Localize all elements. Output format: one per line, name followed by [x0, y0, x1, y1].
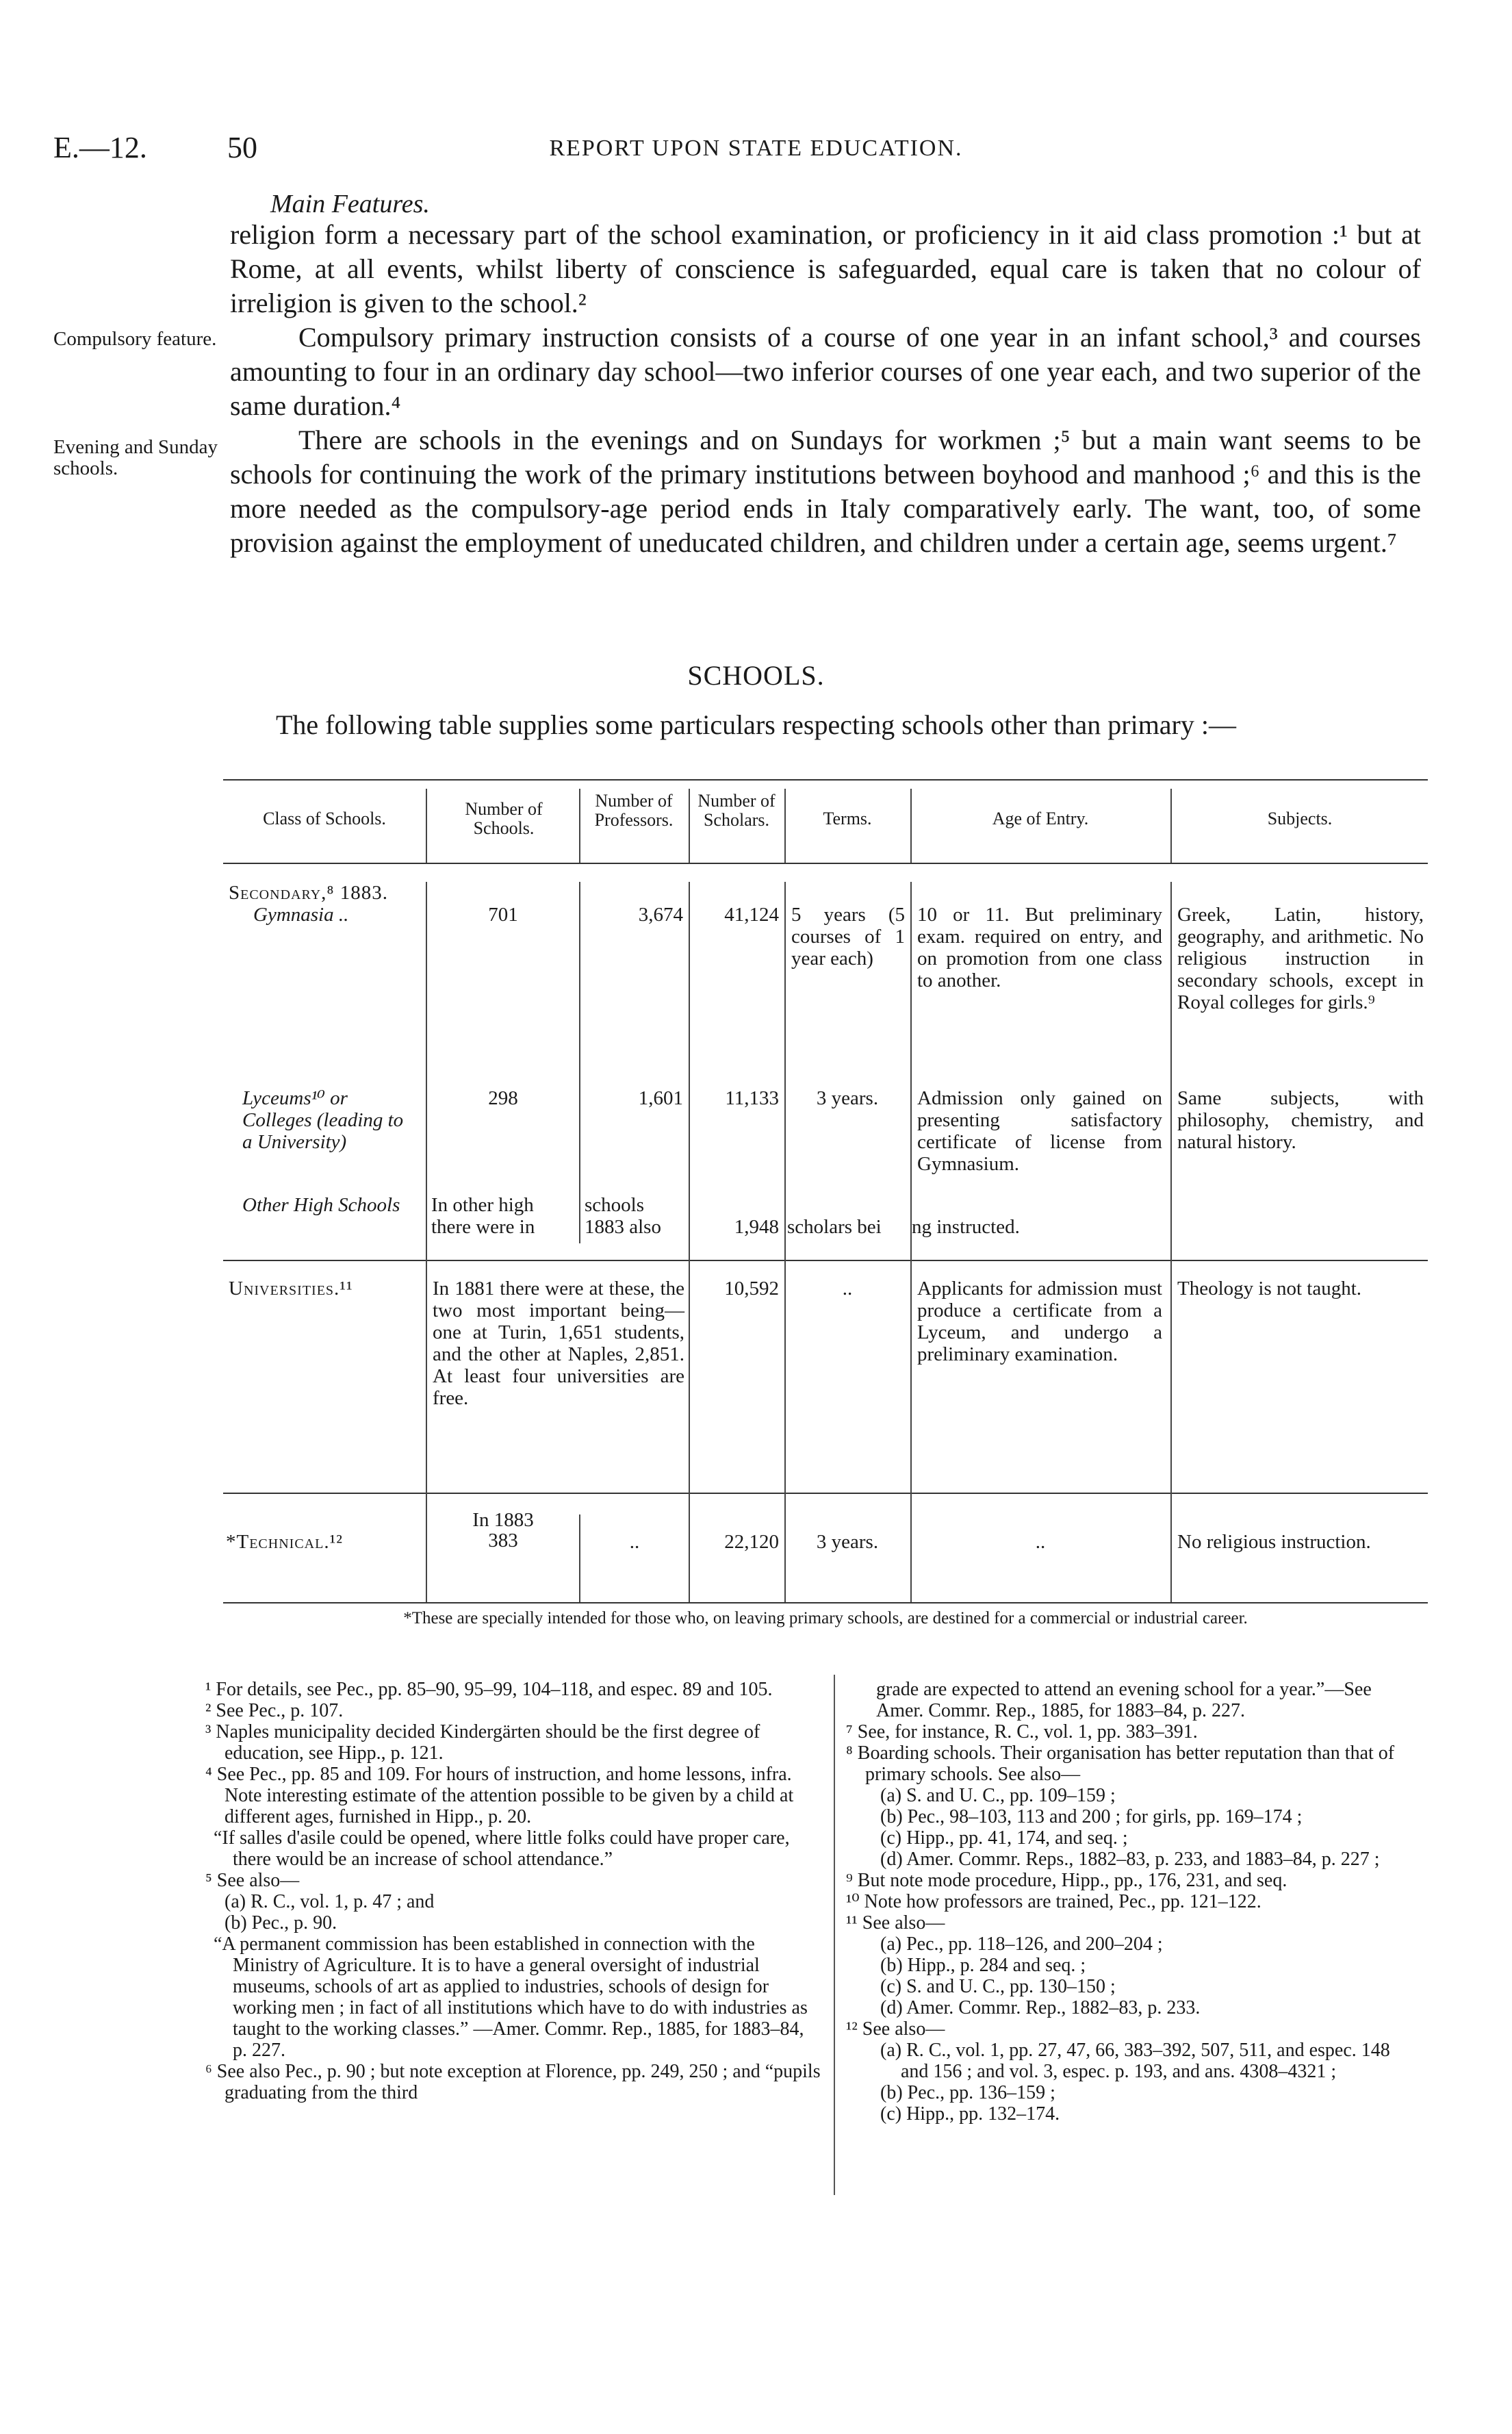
row-other-high-label: Other High Schools [242, 1194, 400, 1216]
row-other-high-terms: scholars bei [787, 1216, 882, 1238]
header-num-scholars: Number of Scholars. [697, 791, 776, 830]
header-num-schools: Number of Schools. [465, 799, 543, 838]
footnote-3: ³ Naples municipality decided Kindergärten should be the first degree of education, see Hipp., p. 121. [205, 1721, 760, 1764]
footnote-8d: (d) Amer. Commr. Reps., 1882–83, p. 233, and 1883–84, p. 227 ; [880, 1849, 1380, 1870]
row-technical-terms: 3 years. [816, 1531, 879, 1553]
footnote-11d: (d) Amer. Commr. Rep., 1882–83, p. 233. [880, 1997, 1201, 2018]
row-lyceums-subjects: Same subjects, with philosophy, chemistry, and natural history. [1177, 1087, 1424, 1153]
table-col-rule [910, 882, 912, 1602]
row-universities-scholars: 10,592 [724, 1278, 779, 1300]
footnote-12b: (b) Pec., pp. 136–159 ; [880, 2082, 1055, 2103]
running-title: REPORT UPON STATE EDUCATION. [549, 136, 963, 161]
row-universities-terms: .. [842, 1278, 853, 1300]
row-secondary-label: Secondary,⁸ 1883. [229, 882, 388, 904]
footnote-1: ¹ For details, see Pec., pp. 85–90, 95–99, 104–118, and espec. 89 and 105. [205, 1679, 773, 1700]
footnote-4: ⁴ See Pec., pp. 85 and 109. For hours of instruction, and home lessons, infra. Note interesting estimate of the attention possible to be given by a child at different ages, furnished in Hipp., p. 20. [205, 1764, 794, 1827]
table-rule-header [223, 863, 1428, 864]
row-universities-age: Applicants for admission must produce a certificate from a Lyceum, and undergo a preliminary examination. [917, 1278, 1162, 1365]
footnote-6: ⁶ See also Pec., p. 90 ; but note exception at Florence, pp. 249, 250 ; and “pupils graduating from the third [205, 2061, 821, 2103]
document-code: E.—12. [53, 131, 147, 164]
footnote-8a: (a) S. and U. C., pp. 109–159 ; [880, 1785, 1116, 1806]
row-technical-age: .. [1035, 1531, 1046, 1553]
footnote-8c: (c) Hipp., pp. 41, 174, and seq. ; [880, 1827, 1128, 1849]
row-lyceums-terms: 3 years. [816, 1087, 879, 1109]
schools-table [223, 779, 1428, 1628]
row-other-high-professors: schools 1883 also [585, 1194, 661, 1238]
footnote-12c: (c) Hipp., pp. 132–174. [880, 2103, 1060, 2125]
row-lyceums-age: Admission only gained on presenting satisfactory certificate of license from Gymnasium. [917, 1087, 1162, 1175]
row-secondary-age: 10 or 11. But preliminary exam. required on entry, and on promotion from one class to another. [917, 904, 1162, 991]
row-technical-schools: 383 [488, 1530, 518, 1551]
body-paragraph-2: Compulsory primary instruction consists of a course of one year in an infant school,³ and courses amounting to four in an ordinary day school—two inferior courses of one year each, and two superior of the same duration.⁴ [230, 322, 1421, 421]
row-technical-label: *Technical.¹² [226, 1531, 343, 1553]
row-lyceums-schools: 298 [488, 1087, 518, 1109]
row-lyceums-label: Lyceums¹⁰ or Colleges (leading to a University) [242, 1087, 404, 1153]
row-technical-schools-year: In 1883 [472, 1509, 534, 1531]
footnote-12a: (a) R. C., vol. 1, pp. 27, 47, 66, 383–392, 507, 511, and espec. 148 and 156 ; and vol. 3, espec. p. 193, and ans. 4308–4321 ; [880, 2040, 1390, 2082]
row-secondary-scholars: 41,124 [724, 904, 779, 926]
row-secondary-professors: 3,674 [638, 904, 683, 926]
footnote-8b: (b) Pec., 98–103, 113 and 200 ; for girls, pp. 169–174 ; [880, 1806, 1303, 1827]
footnote-5: ⁵ See also— [205, 1870, 300, 1891]
body-paragraph-1: religion form a necessary part of the school examination, or proficiency in it aid class promotion :¹ but at Rome, at all events, whilst liberty of conscience is safeguarded, equal care is taken that no colour of irreligion is given to the school.² [230, 219, 1421, 318]
row-other-high-scholars: 1,948 [734, 1216, 779, 1238]
header-terms: Terms. [823, 809, 872, 828]
row-universities-label: Universities.¹¹ [229, 1278, 353, 1300]
body-paragraph-3: There are schools in the evenings and on Sundays for workmen ;⁵ but a main want seems to be schools for continuing the work of the primary institutions between boyhood and manhood ;⁶ and this is the more needed as the compulsory-age period ends in Italy comparatively early. The want, too, of some provision against the employment of uneducated children, and children under a certain age, seems urgent.⁷ [230, 424, 1421, 558]
table-col-rule [784, 882, 786, 1602]
header-subjects: Subjects. [1267, 809, 1333, 828]
row-universities-subjects: Theology is not taught. [1177, 1278, 1362, 1300]
footnote-5b: (b) Pec., p. 90. [225, 1912, 337, 1934]
footnote-11c: (c) S. and U. C., pp. 130–150 ; [880, 1976, 1116, 1997]
footnotes-left [205, 1679, 821, 2103]
header-age: Age of Entry. [992, 809, 1089, 828]
footnote-11b: (b) Hipp., p. 284 and seq. ; [880, 1955, 1086, 1976]
table-rule-bottom [223, 1602, 1428, 1603]
footnote-5a: (a) R. C., vol. 1, p. 47 ; and [225, 1891, 435, 1912]
footnote-2: ² See Pec., p. 107. [205, 1700, 344, 1721]
row-secondary-terms: 5 years (5 courses of 1 year each) [791, 904, 905, 969]
row-secondary-schools: 701 [488, 904, 518, 926]
footnote-column-divider [834, 1675, 835, 2195]
row-other-high-age: ng instructed. [912, 1216, 1020, 1238]
table-col-rule [426, 789, 427, 863]
footnote-11a: (a) Pec., pp. 118–126, and 200–204 ; [880, 1934, 1163, 1955]
footnote-9: ⁹ But note mode procedure, Hipp., pp., 176, 231, and seq. [846, 1870, 1287, 1891]
footnote-10: ¹⁰ Note how professors are trained, Pec., pp. 121–122. [846, 1891, 1261, 1912]
row-technical-professors: .. [629, 1531, 640, 1553]
row-technical-scholars: 22,120 [724, 1531, 779, 1553]
table-col-rule [579, 882, 580, 1243]
table-col-rule [426, 882, 427, 1602]
footnote-7: ⁷ See, for instance, R. C., vol. 1, pp. 383–391. [846, 1721, 1198, 1742]
table-rule-universities-end [223, 1493, 1428, 1494]
table-col-rule [689, 882, 690, 1602]
row-lyceums-professors: 1,601 [638, 1087, 683, 1109]
row-secondary-subjects: Greek, Latin, history, geography, and arithmetic. No religious instruction in secondary schools, except in Royal colleges for girls.⁹ [1177, 904, 1424, 1013]
table-col-rule [1170, 882, 1172, 1602]
table-note: *These are specially intended for those who, on leaving primary schools, are destined for a commercial or industrial career. [403, 1609, 1248, 1627]
row-secondary-sublabel: Gymnasia .. [253, 904, 349, 926]
row-technical-subjects: No religious instruction. [1177, 1531, 1371, 1553]
footnote-5-quote: “A permanent commission has been established in connection with the Ministry of Agriculture. It is to have a general oversight of industrial museums, schools of art as applied to industries, schools of design for working men ; in fact of all institutions which have to do with industries as taught to the working classes.” —Amer. Commr. Rep., 1885, for 1883–84, p. 227. [214, 1934, 808, 2061]
header-num-professors: Number of Professors. [594, 791, 674, 830]
footnote-4-quote: “If salles d'asile could be opened, where little folks could have proper care, there would be an increase of school attendance.” [214, 1827, 790, 1870]
schools-intro: The following table supplies some particulars respecting schools other than primary :— [276, 709, 1236, 740]
table-rule-top [223, 779, 1428, 781]
footnote-12: ¹² See also— [846, 2018, 945, 2040]
margin-note-evening: Evening and Sunday schools. [53, 436, 218, 479]
margin-note-compulsory: Compulsory feature. [53, 328, 217, 350]
page-number: 50 [227, 131, 257, 164]
table-rule-lyceums-end [223, 1260, 1428, 1261]
section-heading: Main Features. [270, 190, 430, 218]
schools-heading: SCHOOLS. [687, 660, 825, 691]
footnotes-right [846, 1679, 1421, 2125]
row-lyceums-scholars: 11,133 [725, 1087, 779, 1109]
table-col-rule [579, 1514, 580, 1602]
row-other-high-schools: In other high there were in [431, 1194, 535, 1238]
footnote-8: ⁸ Boarding schools. Their organisation has better reputation than that of primary schools. See also— [846, 1742, 1395, 1785]
footnote-6-continued: grade are expected to attend an evening school for a year.”—See Amer. Commr. Rep., 1885, for 1883–84, p. 227. [876, 1679, 1372, 1721]
footnote-11: ¹¹ See also— [846, 1912, 945, 1934]
row-universities-schools-professors: In 1881 there were at these, the two most important being—one at Turin, 1,651 students, and the other at Naples, 2,851. At least four universities are free. [433, 1278, 684, 1409]
header-class: Class of Schools. [263, 809, 386, 828]
